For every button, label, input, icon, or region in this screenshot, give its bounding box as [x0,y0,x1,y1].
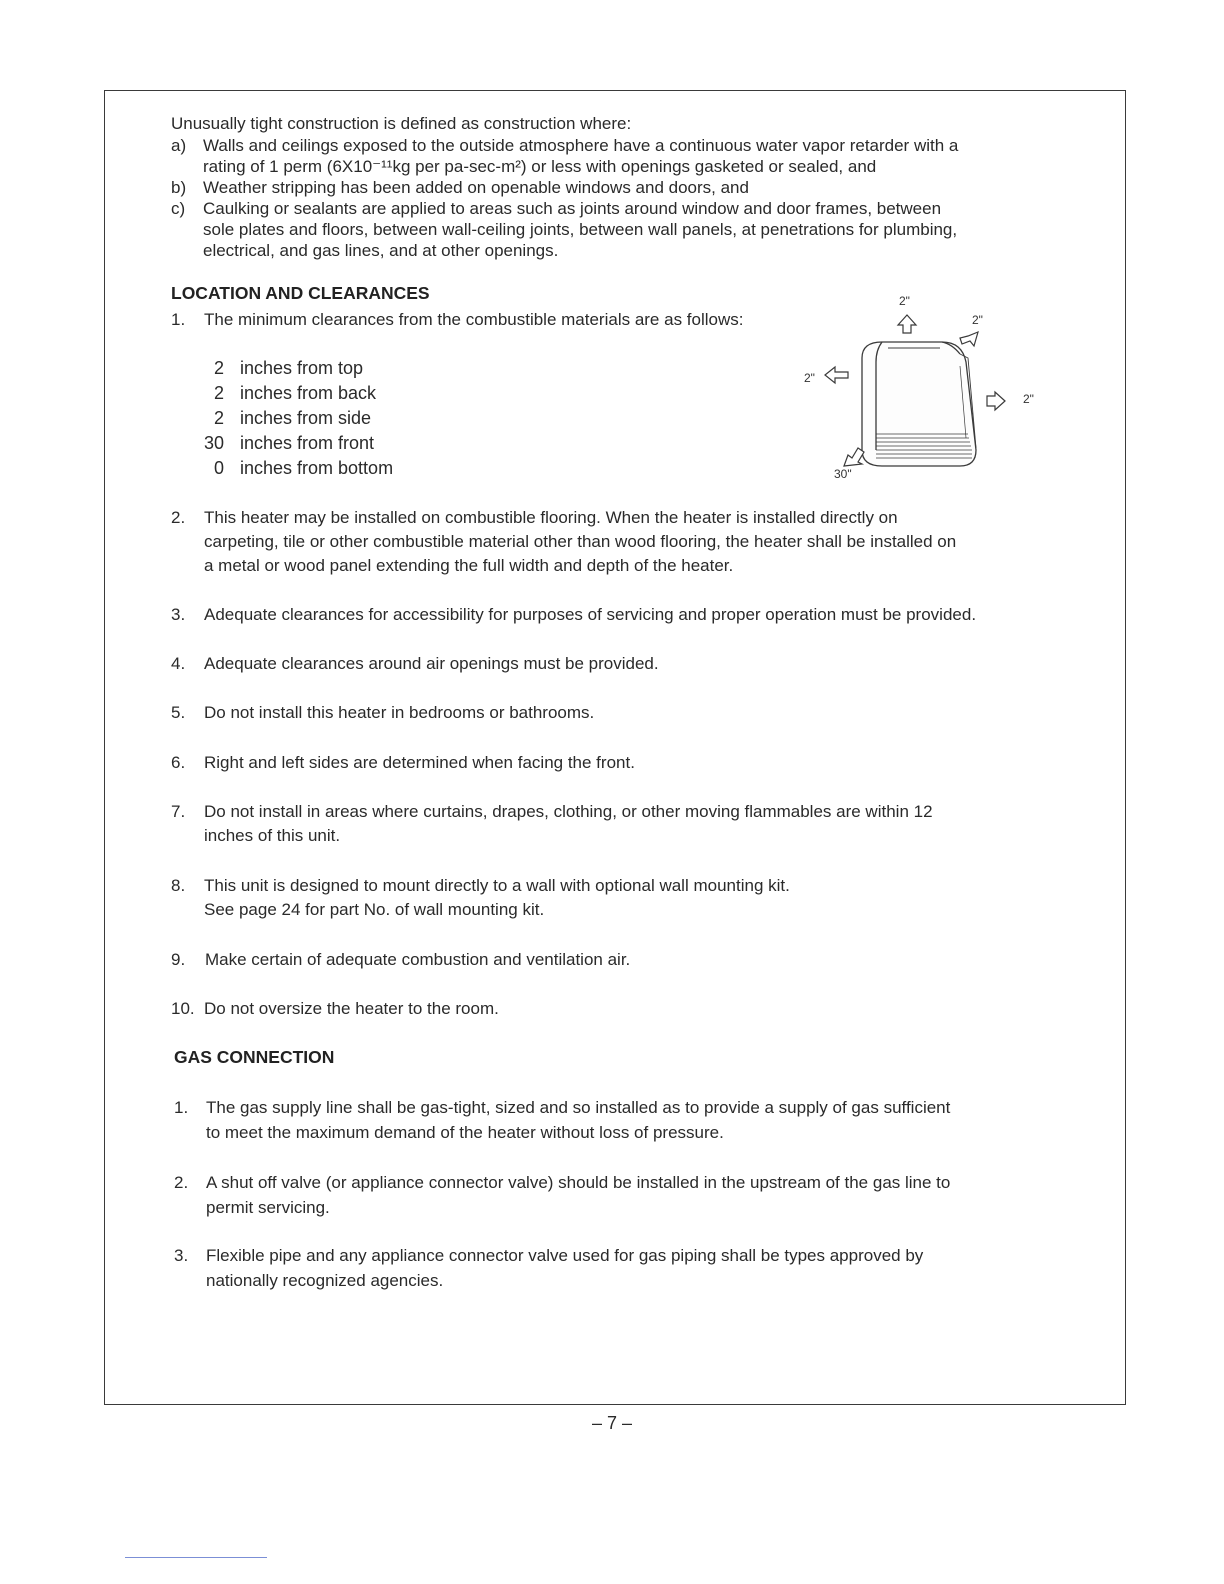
diagram-label-right: 2" [1023,392,1034,406]
intro-item-b-line: Weather stripping has been added on openable windows and doors, and [203,178,749,197]
gas-item-number: 3. [174,1246,189,1265]
gas-item-line: nationally recognized agencies. [206,1271,444,1290]
location-item-line: Do not install in areas where curtains, drapes, clothing, or other moving flammables are within 12 [204,802,933,821]
clearance-label: inches from front [240,433,375,453]
gas-item-line: A shut off valve (or appliance connector valve) should be installed in the upstream of the gas line to [206,1173,951,1192]
intro-item-c-line: electrical, and gas lines, and at other openings. [203,241,559,260]
gas-item-line: The gas supply line shall be gas-tight, sized and so installed as to provide a supply of gas sufficient [206,1098,951,1117]
location-item-1-text: The minimum clearances from the combustible materials are as follows: [204,310,744,329]
arrow-left-icon [825,367,848,383]
clearance-label: inches from bottom [240,458,394,478]
arrow-front-icon [844,448,864,466]
clearance-label: inches from side [240,408,372,428]
intro-item-c-marker: c) [171,199,186,218]
diagram-label-left: 2" [804,371,815,385]
gas-item-line: permit servicing. [206,1198,330,1217]
location-item-line: inches of this unit. [204,826,341,845]
intro-item-c-line: sole plates and floors, between wall-ceiling joints, between wall panels, at penetrations for plumbing, [203,220,958,239]
page-number: – 7 – [591,1413,633,1433]
location-item-number: 4. [171,654,186,673]
location-item-number: 5. [171,703,186,722]
gas-item-line: to meet the maximum demand of the heater without loss of pressure. [206,1123,724,1142]
location-item-line: Do not oversize the heater to the room. [204,999,499,1018]
clearance-value: 2 [213,383,224,403]
location-item-number: 6. [171,753,186,772]
location-item-number: 8. [171,876,186,895]
location-item-line: Do not install this heater in bedrooms or bathrooms. [204,703,595,722]
heater-clearance-diagram [790,288,1050,488]
location-heading: LOCATION AND CLEARANCES [171,283,430,303]
location-item-line: Make certain of adequate combustion and ventilation air. [205,950,631,969]
diagram-label-back: 2" [972,313,983,327]
location-item-line: Adequate clearances around air openings must be provided. [204,654,659,673]
heater-illustration [862,342,976,466]
intro-item-c-line: Caulking or sealants are applied to areas such as joints around window and door frames, between [203,199,942,218]
clearance-value: 2 [213,408,224,428]
location-item-1-number: 1. [171,310,186,329]
location-item-line: Right and left sides are determined when facing the front. [204,753,635,772]
arrow-right-icon [987,392,1005,410]
intro-item-a-line: Walls and ceilings exposed to the outside atmosphere have a continuous water vapor retarder with a [203,136,959,155]
intro-title: Unusually tight construction is defined as construction where: [171,114,632,133]
gas-item-line: Flexible pipe and any appliance connector valve used for gas piping shall be types approved by [206,1246,924,1265]
clearance-value: 0 [213,458,224,478]
clearance-label: inches from top [240,358,364,378]
gas-heading: GAS CONNECTION [174,1047,335,1067]
diagram-label-front: 30" [834,467,852,481]
intro-item-b-marker: b) [171,178,187,197]
clearance-value: 2 [213,358,224,378]
footer-rule [125,1557,267,1558]
intro-item-a-marker: a) [171,136,187,155]
clearance-value: 30 [203,433,224,453]
location-item-number: 3. [171,605,186,624]
gas-item-number: 2. [174,1173,189,1192]
location-item-number: 7. [171,802,186,821]
intro-item-a-line: rating of 1 perm (6X10⁻¹¹kg per pa-sec-m²) or less with openings gasketed or sealed, and [203,157,877,176]
gas-item-number: 1. [174,1098,189,1117]
location-item-line: a metal or wood panel extending the full width and depth of the heater. [204,556,734,575]
location-item-line: See page 24 for part No. of wall mounting kit. [204,900,545,919]
location-item-number: 10. [171,999,195,1018]
location-item-line: This unit is designed to mount directly to a wall with optional wall mounting kit. [204,876,790,895]
location-item-line: Adequate clearances for accessibility for purposes of servicing and proper operation must be provided. [204,605,977,624]
arrow-back-icon [960,332,978,346]
location-item-line: carpeting, tile or other combustible material other than wood flooring, the heater shall be installed on [204,532,957,551]
location-item-number: 9. [171,950,186,969]
diagram-label-top: 2" [899,294,910,308]
location-item-number: 2. [171,508,186,527]
arrow-up-icon [898,315,916,333]
clearance-label: inches from back [240,383,377,403]
location-item-line: This heater may be installed on combustible flooring. When the heater is installed directly on [204,508,898,527]
